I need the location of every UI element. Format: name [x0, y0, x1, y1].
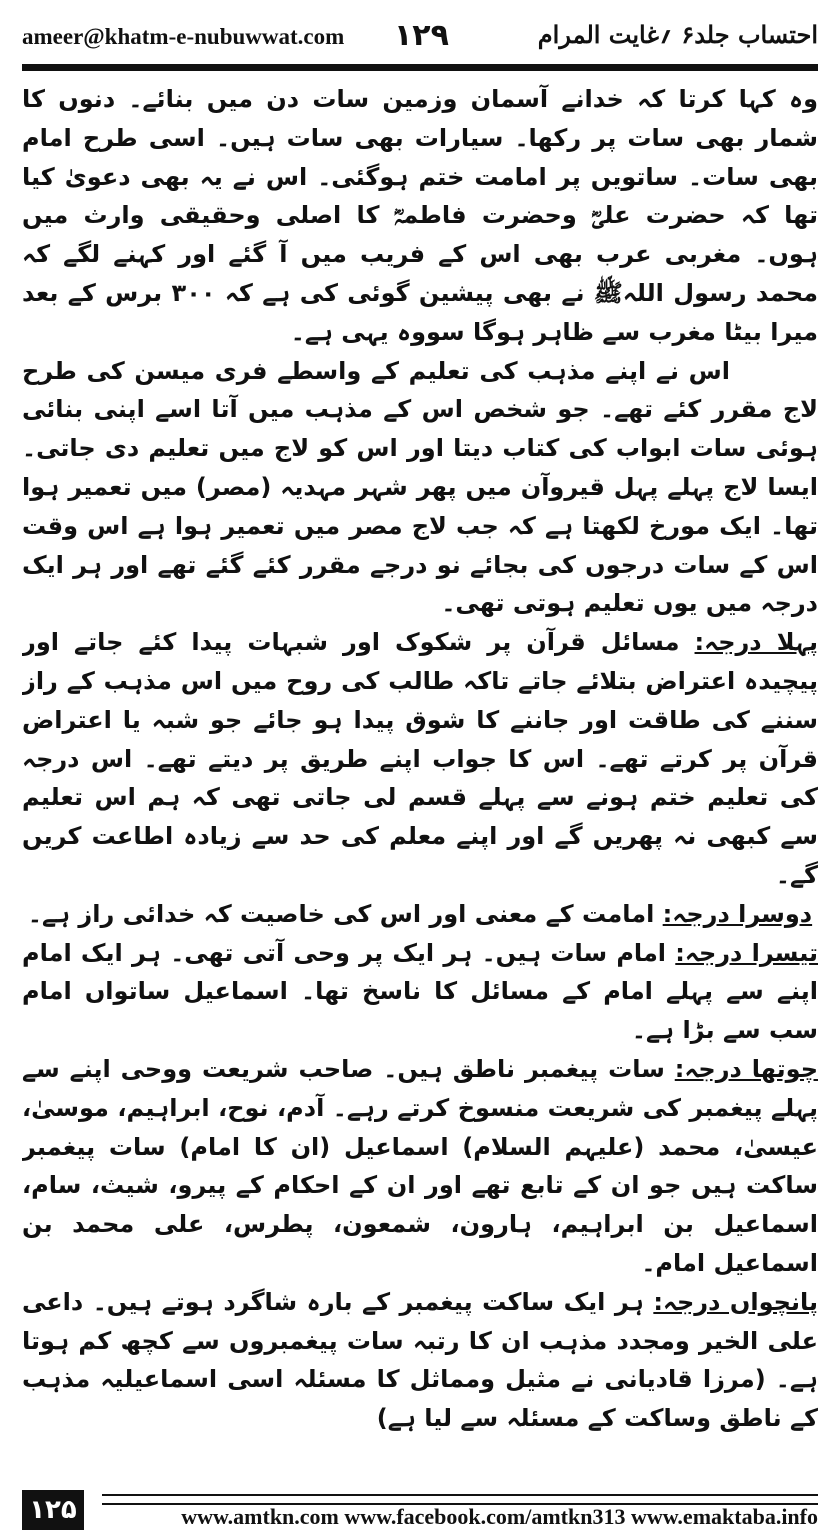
degree-4-text: سات پیغمبر ناطق ہیں۔ صاحب شریعت ووحی اپنے سے پہلے پیغمبر کی شریعت منسوخ کرتے رہے۔ آدم، نوح، ابراہیم، موسیٰ، عیسیٰ، محمد (علیہم السلام) اسماعیل (ان کا امام) سات پیغمبر ساکت ہیں جو ان کے تابع تھے اور ان کے احکام کے پیرو، شیث، سام، اسماعیل بن ابراہیم، ہارون، شمعون، پطرس، علی محمد بن اسماعیل امام۔: [22, 1054, 818, 1277]
header-email: ameer@khatm-e-nubuwwat.com: [22, 24, 345, 49]
degree-4: [22, 1050, 818, 1283]
page-header: [22, 14, 818, 64]
header-book-title: احتساب جلد۶ ؍غایت المرام: [537, 20, 818, 49]
degree-2-heading: دوسرا درجہ:: [662, 899, 813, 928]
degree-1-heading: پہلا درجہ:: [694, 628, 818, 657]
page-footer: [22, 1490, 818, 1530]
degree-3-heading: تیسرا درجہ:: [675, 938, 818, 967]
page-body: [22, 80, 818, 1476]
header-page-number: ۱۲۹: [394, 18, 449, 53]
degree-5: [22, 1283, 818, 1438]
degree-2-text: امامت کے معنی اور اس کی خاصیت کہ خدائی راز ہے۔: [27, 899, 663, 928]
degree-3: [22, 934, 818, 1050]
degree-5-heading: پانچواں درجہ:: [653, 1287, 818, 1316]
header-divider: [22, 64, 818, 71]
degree-1-text: مسائل قرآن پر شکوک اور شبہات پیدا کئے جاتے اور پیچیدہ اعتراض بتلائے جاتے تاکہ طالب کی روح میں اس مذہب کے راز سننے کی طاقت اور جاننے کا شوق پیدا ہو جائے جو شبہ یا اعتراض قرآن پر کرتے تھے۔ اس کا جواب اپنے طریق پر دیتے تھے۔ اس درجہ کی تعلیم ختم ہونے سے پہلے قسم لی جاتی تھی کہ ہم اس تعلیم سے کبھی نہ پھریں گے اور اپنے معلم کی حد سے زیادہ اطاعت کریں گے۔: [22, 628, 818, 889]
degree-4-heading: چوتھا درجہ:: [674, 1054, 818, 1083]
degree-3-text: امام سات ہیں۔ ہر ایک پر وحی آتی تھی۔ ہر ایک امام اپنے سے پہلے امام کے مسائل کا ناسخ تھا۔ اسماعیل ساتواں امام سب سے بڑا ہے۔: [22, 938, 818, 1045]
paragraph-2: اس نے اپنے مذہب کی تعلیم کے واسطے فری میسن کی طرح لاج مقرر کئے تھے۔ جو شخص اس کے مذہب میں آتا اسے اپنی بنائی ہوئی سات ابواب کی کتاب دیتا اور اس کو لاج میں تعلیم دی جاتی۔ ایسا لاج پہلے پہل قیروآن میں پھر شہر مہدیہ (مصر) میں تعمیر ہوا تھا۔ ایک مورخ لکھتا ہے کہ جب لاج مصر میں تعمیر ہوا ہے اس وقت اس کے سات درجوں کی بجائے نو درجے مقرر کئے گئے تھے اور ہر ایک درجہ میں یوں تعلیم ہوتی تھی۔: [22, 356, 818, 618]
degree-1: [22, 623, 818, 895]
paragraph-1: وہ کہا کرتا کہ خدانے آسمان وزمین سات دن میں بنائے۔ دنوں کا شمار بھی سات پر رکھا۔ سیارات بھی سات ہیں۔ اسی طرح امام بھی سات۔ ساتویں پر امامت ختم ہوگئی۔ اس نے یہ بھی دعویٰ کیا تھا کہ حضرت علیؓ وحضرت فاطمہؓ کا اصلی وحقیقی وارث میں ہوں۔ مغربی عرب بھی اس کے فریب میں آ گئے اور کہنے لگے کہ محمد رسول اللہﷺ نے بھی پیشین گوئی کی ہے کہ ۳۰۰ برس کے بعد میرا بیٹا مغرب سے ظاہر ہوگا سووہ یہی ہے۔: [22, 85, 818, 346]
degree-5-text: ہر ایک ساکت پیغمبر کے بارہ شاگرد ہوتے ہیں۔ داعی علی الخیر ومجدد مذہب ان کا رتبہ سات پیغمبروں سے کچھ کم ہوتا ہے۔ (مرزا قادیانی نے مثیل ومماثل کا مسئلہ اسی اسماعیلیہ مذہب کے ناطق وساکت کے مسئلہ سے لیا ہے): [22, 1287, 818, 1433]
degree-2: [22, 895, 818, 934]
footer-page-number: ۱۲۵: [22, 1490, 84, 1530]
footer-urls: www.amtkn.com www.facebook.com/amtkn313 www.emaktaba.info: [181, 1504, 818, 1529]
